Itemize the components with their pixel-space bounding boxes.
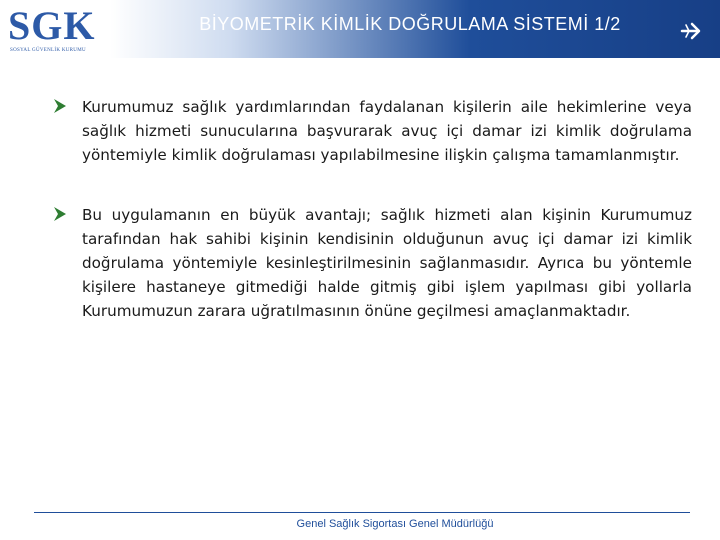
- footer-divider: [34, 512, 690, 513]
- arrow-bullet-icon: [52, 98, 68, 114]
- bullet-item: [52, 203, 692, 323]
- footer-text: Genel Sağlık Sigortası Genel Müdürlüğü: [296, 518, 494, 530]
- bullet-item: [52, 95, 692, 167]
- logo-subtitle: SOSYAL GÜVENLİK KURUMU: [10, 48, 86, 53]
- header-bar: [0, 0, 720, 58]
- bullet-text: Bu uygulamanın en büyük avantajı; sağlık hizmeti alan kişinin Kurumumuz tarafından hak sahibi kişinin kendisinin olduğunun avuç içi damar izi kimlik doğrulama yöntemiyle kesinleştirilmesinin sağlanmasıdır. Ayrıca bu yöntemle kişilere hastaneye gitmediği halde gitmiş gibi işlem yapılması gibi yollarla Kurumumuzun zarara uğratılmasının önüne geçilmesi amaçlanmaktadır.: [82, 206, 692, 320]
- logo-text: SGK: [8, 3, 96, 48]
- slide-content: [52, 95, 692, 359]
- arrow-bullet-icon: [52, 206, 68, 222]
- arrow-right-icon[interactable]: [680, 20, 704, 42]
- slide-title: BİYOMETRİK KİMLİK DOĞRULAMA SİSTEMİ 1/2: [199, 14, 621, 34]
- bullet-text: Kurumumuz sağlık yardımlarından faydalanan kişilerin aile hekimlerine veya sağlık hizmeti sunucularına başvurarak avuç içi damar izi kimlik doğrulama yöntemiyle kimlik doğrulaması yapılabilmesine ilişkin çalışma tamamlanmıştır.: [82, 98, 692, 164]
- sgk-logo: [8, 3, 104, 54]
